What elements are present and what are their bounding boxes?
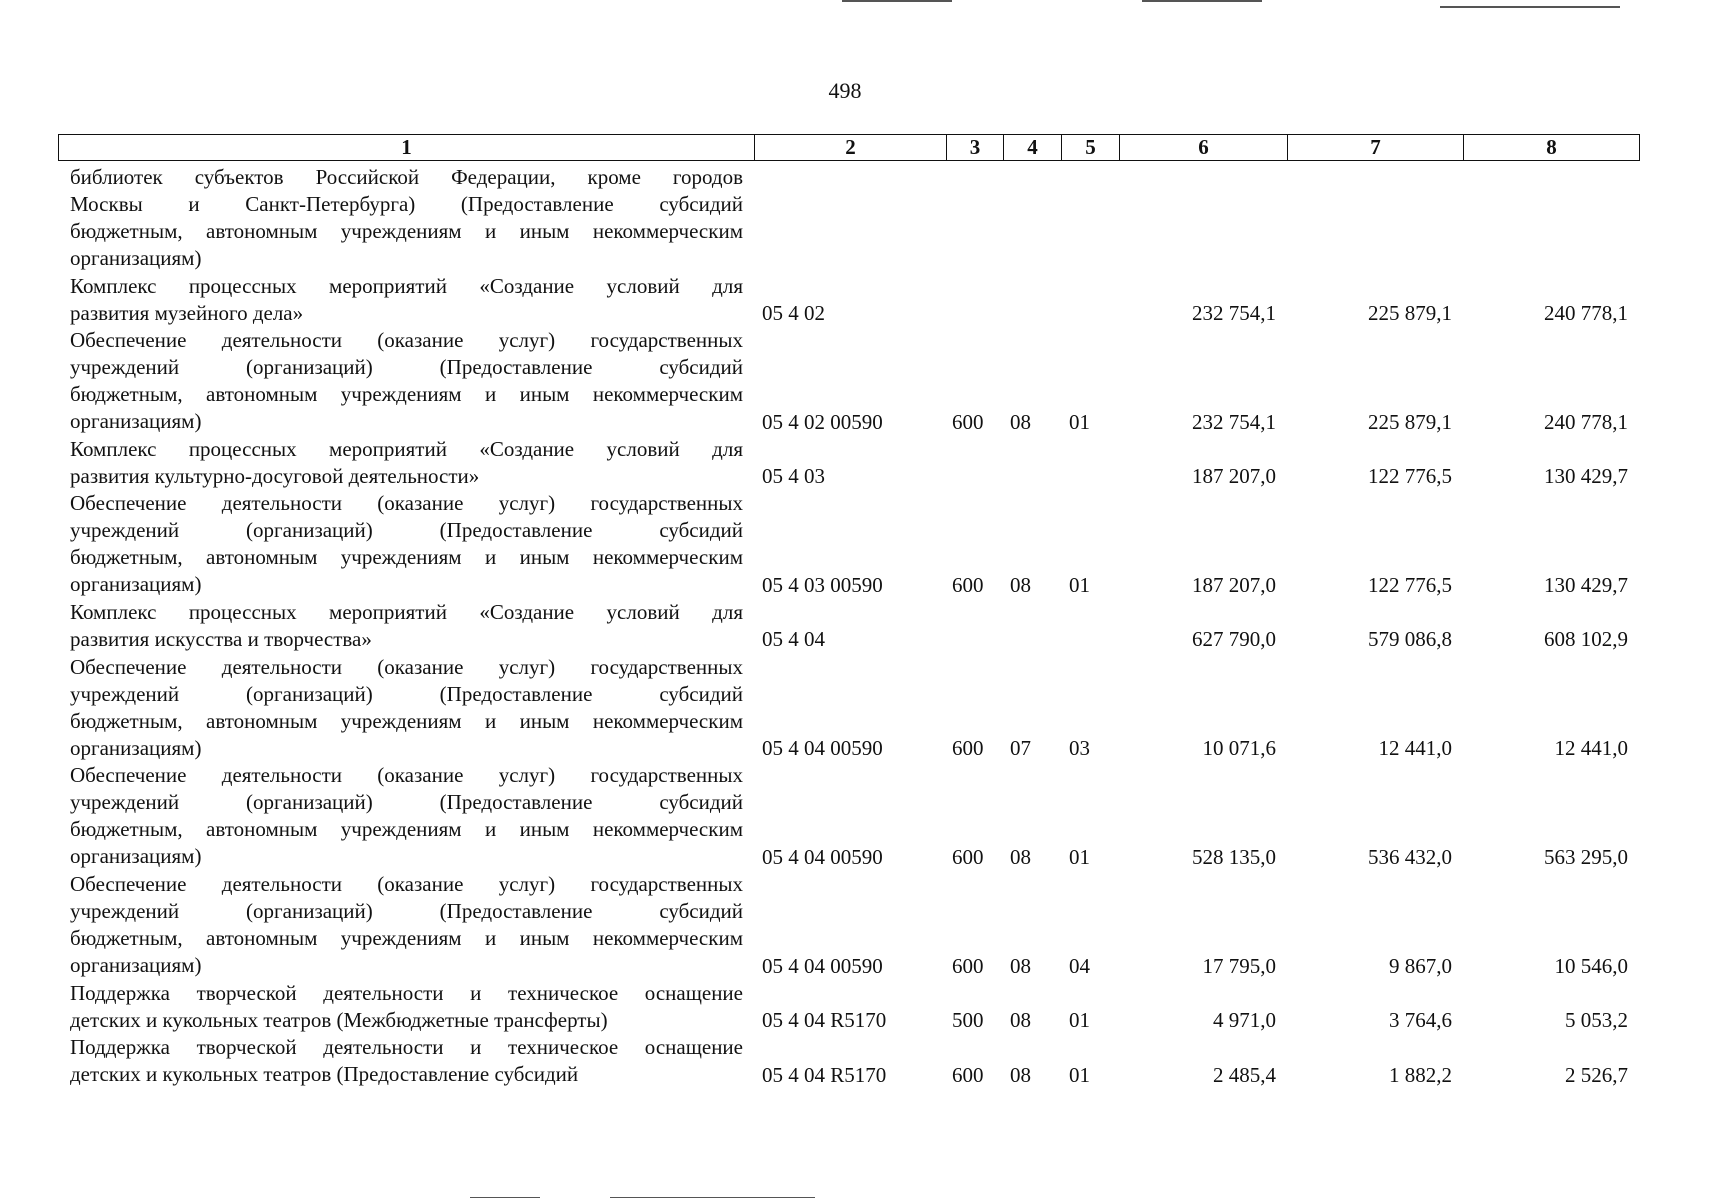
row-description	[70, 599, 743, 653]
table-header	[58, 134, 1640, 161]
expense-type: 600	[952, 953, 984, 978]
section: 08	[1010, 1062, 1031, 1087]
value-col-6: 4 971,0	[1213, 1008, 1276, 1033]
description-line: организациям)	[70, 953, 202, 978]
value-col-7: 225 879,1	[1368, 300, 1452, 325]
table-row	[0, 871, 1714, 980]
section: 08	[1010, 572, 1031, 597]
row-description	[70, 1034, 743, 1088]
header-cell: 1	[401, 135, 412, 159]
scan-mark	[1142, 0, 1262, 2]
subsection: 01	[1069, 844, 1090, 869]
section: 07	[1010, 736, 1031, 761]
table-row	[0, 436, 1714, 490]
value-col-7: 122 776,5	[1368, 572, 1452, 597]
value-col-8: 563 295,0	[1544, 844, 1628, 869]
value-col-6: 2 485,4	[1213, 1062, 1276, 1087]
table-row	[0, 164, 1714, 273]
description-line: бюджетным, автономным учреждениям и иным некоммерческим	[70, 926, 743, 951]
header-cell: 2	[754, 135, 946, 160]
header-cell: 8	[1463, 135, 1639, 160]
value-col-6: 10 071,6	[1202, 736, 1276, 761]
description-line: Комплекс процессных мероприятий «Создание условий для	[70, 273, 743, 298]
budget-code: 05 4 04 R5170	[762, 1062, 887, 1087]
value-col-7: 536 432,0	[1368, 844, 1452, 869]
subsection: 01	[1069, 572, 1090, 597]
description-line: Комплекс процессных мероприятий «Создание условий для	[70, 600, 743, 625]
row-description	[70, 436, 743, 490]
subsection: 01	[1069, 1062, 1090, 1087]
row-description	[70, 980, 743, 1034]
table-row	[0, 762, 1714, 871]
value-col-8: 5 053,2	[1565, 1008, 1628, 1033]
value-col-8: 130 429,7	[1544, 572, 1628, 597]
section: 08	[1010, 953, 1031, 978]
table-row	[0, 273, 1714, 327]
expense-type: 600	[952, 736, 984, 761]
description-line: Поддержка творческой деятельности и техническое оснащение	[70, 980, 743, 1005]
value-col-8: 130 429,7	[1544, 464, 1628, 489]
row-description	[70, 871, 743, 979]
row-description	[70, 762, 743, 870]
scan-mark	[470, 1197, 540, 1198]
value-col-7: 3 764,6	[1389, 1008, 1452, 1033]
header-cell: 4	[1003, 135, 1061, 160]
description-line: организациям)	[70, 735, 202, 760]
table-body	[0, 164, 1714, 1089]
description-line: Обеспечение деятельности (оказание услуг) государственных	[70, 872, 743, 897]
value-col-6: 17 795,0	[1202, 953, 1276, 978]
budget-code: 05 4 02 00590	[762, 409, 883, 434]
value-col-6: 627 790,0	[1192, 627, 1276, 652]
description-line: учреждений (организаций) (Предоставление субсидий	[70, 518, 743, 543]
table-row	[0, 980, 1714, 1034]
value-col-7: 225 879,1	[1368, 409, 1452, 434]
value-col-6: 528 135,0	[1192, 844, 1276, 869]
expense-type: 600	[952, 844, 984, 869]
value-col-8: 240 778,1	[1544, 300, 1628, 325]
description-line: учреждений (организаций) (Предоставление субсидий	[70, 790, 743, 815]
description-line: библиотек субъектов Российской Федерации, кроме городов	[70, 165, 743, 189]
budget-code: 05 4 03 00590	[762, 572, 883, 597]
budget-code: 05 4 02	[762, 300, 825, 325]
expense-type: 600	[952, 572, 984, 597]
budget-code: 05 4 04	[762, 627, 825, 652]
description-line: бюджетным, автономным учреждениям и иным некоммерческим	[70, 382, 743, 407]
table-row	[0, 599, 1714, 653]
value-col-6: 232 754,1	[1192, 300, 1276, 325]
description-line: Обеспечение деятельности (оказание услуг) государственных	[70, 654, 743, 679]
expense-type: 600	[952, 1062, 984, 1087]
description-line: детских и кукольных театров (Предоставление субсидий	[70, 1062, 579, 1087]
value-col-7: 1 882,2	[1389, 1062, 1452, 1087]
row-description	[70, 327, 743, 435]
value-col-7: 9 867,0	[1389, 953, 1452, 978]
value-col-7: 12 441,0	[1378, 736, 1452, 761]
description-line: организациям)	[70, 572, 202, 597]
scan-mark	[1440, 6, 1620, 8]
subsection: 01	[1069, 409, 1090, 434]
header-cell: 3	[946, 135, 1003, 160]
description-line: Обеспечение деятельности (оказание услуг) государственных	[70, 491, 743, 516]
budget-code: 05 4 04 00590	[762, 844, 883, 869]
table-row	[0, 1034, 1714, 1088]
page-number: 498	[828, 78, 862, 103]
value-col-8: 2 526,7	[1565, 1062, 1628, 1087]
budget-code: 05 4 04 00590	[762, 953, 883, 978]
row-description	[70, 490, 743, 598]
value-col-6: 187 207,0	[1192, 572, 1276, 597]
section: 08	[1010, 1008, 1031, 1033]
description-line: бюджетным, автономным учреждениям и иным некоммерческим	[70, 545, 743, 570]
value-col-8: 10 546,0	[1554, 953, 1628, 978]
value-col-8: 12 441,0	[1554, 736, 1628, 761]
value-col-6: 232 754,1	[1192, 409, 1276, 434]
description-line: бюджетным, автономным учреждениям и иным некоммерческим	[70, 817, 743, 842]
subsection: 01	[1069, 1008, 1090, 1033]
description-line: Москвы и Санкт-Петербурга) (Предоставление субсидий	[70, 192, 743, 216]
row-description	[70, 164, 743, 272]
section: 08	[1010, 844, 1031, 869]
scan-mark	[610, 1197, 815, 1198]
header-cell: 7	[1287, 135, 1463, 160]
value-col-7: 122 776,5	[1368, 464, 1452, 489]
header-cell: 5	[1061, 135, 1119, 160]
value-col-8: 240 778,1	[1544, 409, 1628, 434]
subsection: 04	[1069, 953, 1090, 978]
description-line: организациям)	[70, 409, 202, 434]
row-description	[70, 654, 743, 762]
description-line: бюджетным, автономным учреждениям и иным некоммерческим	[70, 708, 743, 733]
budget-code: 05 4 04 00590	[762, 736, 883, 761]
description-line: Поддержка творческой деятельности и техническое оснащение	[70, 1035, 743, 1060]
description-line: бюджетным, автономным учреждениям и иным некоммерческим	[70, 219, 743, 243]
value-col-7: 579 086,8	[1368, 627, 1452, 652]
table-row	[0, 490, 1714, 599]
expense-type: 500	[952, 1008, 984, 1033]
expense-type: 600	[952, 409, 984, 434]
description-line: учреждений (организаций) (Предоставление субсидий	[70, 355, 743, 380]
budget-code: 05 4 03	[762, 464, 825, 489]
description-line: Обеспечение деятельности (оказание услуг) государственных	[70, 763, 743, 788]
value-col-6: 187 207,0	[1192, 464, 1276, 489]
description-line: развития культурно-досуговой деятельности»	[70, 463, 480, 488]
description-line: Комплекс процессных мероприятий «Создание условий для	[70, 436, 743, 461]
row-description	[70, 273, 743, 327]
value-col-8: 608 102,9	[1544, 627, 1628, 652]
header-cell: 6	[1119, 135, 1287, 160]
budget-code: 05 4 04 R5170	[762, 1008, 887, 1033]
subsection: 03	[1069, 736, 1090, 761]
description-line: развития музейного дела»	[70, 300, 304, 325]
section: 08	[1010, 409, 1031, 434]
description-line: детских и кукольных театров (Межбюджетные трансферты)	[70, 1007, 608, 1032]
description-line: Обеспечение деятельности (оказание услуг) государственных	[70, 328, 743, 353]
table-row	[0, 327, 1714, 436]
table-row	[0, 654, 1714, 763]
description-line: организациям)	[70, 246, 202, 270]
scan-mark	[842, 0, 952, 2]
description-line: учреждений (организаций) (Предоставление субсидий	[70, 899, 743, 924]
description-line: учреждений (организаций) (Предоставление субсидий	[70, 681, 743, 706]
description-line: развития искусства и творчества»	[70, 627, 372, 652]
description-line: организациям)	[70, 844, 202, 869]
